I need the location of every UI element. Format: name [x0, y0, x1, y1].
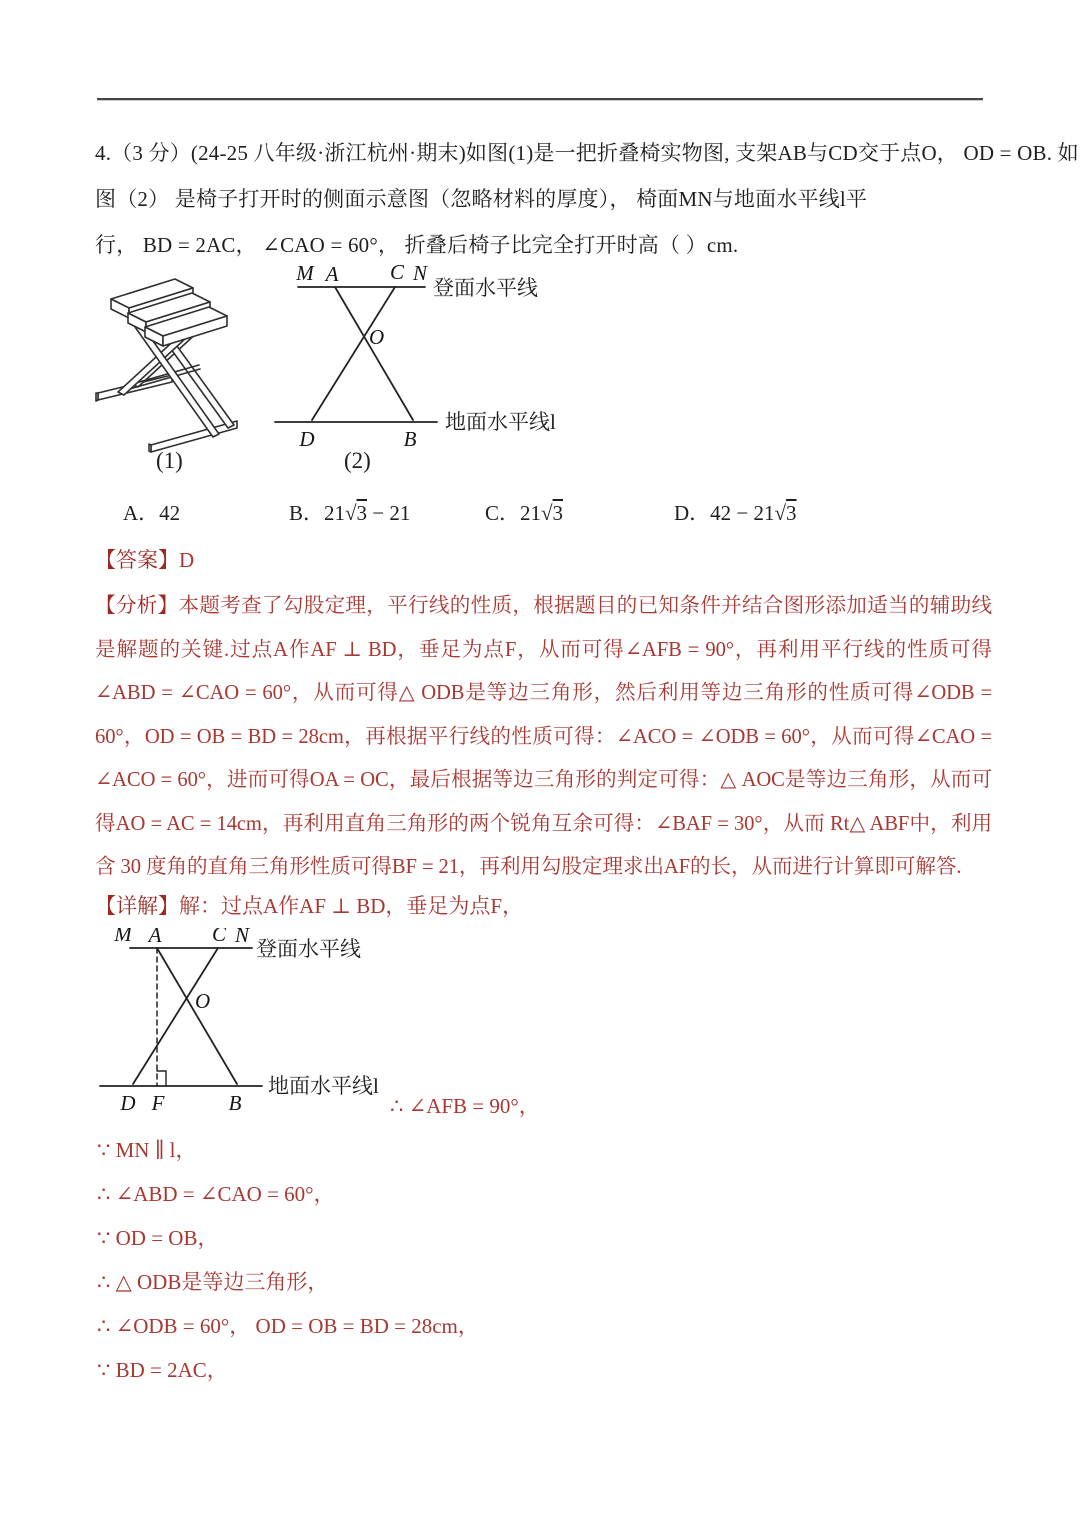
line-AB	[335, 287, 413, 420]
analysis-text: 本题考查了勾股定理，平行线的性质，根据题目的已知条件并结合图形添加适当的辅助线是解题的关键.过点A作AF ⊥ BD，垂足为点F，从而可得∠AFB = 90°，再利用平行线的性质可得∠ABD = ∠CAO = 60°，从而可得△ ODB是等边三角形，然后利用等边三角形的性质可得∠ODB = 60°，OD = OB = BD = 28cm，再根据平行线的性质可得：∠ACO = ∠ODB = 60°，从而可得∠CAO = ∠ACO = 60°，进而可得OA = OC，最后根据等边三角形的判定可得：△ AOC是等边三角形，从而可得AO = AC = 14cm，再利用直角三角形的两个锐角互余可得：∠BAF = 30°，从而 Rt△ ABF中，利用含 30 度角的直角三角形性质可得BF = 21，再利用勾股定理求出AF的长，从而进行计算即可解答.	[95, 595, 992, 878]
right-angle-mark	[157, 1071, 166, 1086]
problem-line-3: 行， BD = 2AC， ∠CAO = 60°， 折叠后椅子比完全打开时高（ ）cm.	[95, 233, 739, 257]
point-A: A	[325, 262, 339, 286]
proof-step: ∵ MN ∥ l，	[97, 1138, 197, 1162]
proof-step: ∵ BD = 2AC，	[97, 1358, 228, 1382]
detail-tag: 【详解】	[95, 894, 179, 918]
option-A-letter: A．	[123, 501, 160, 525]
figure2-caption: (2)	[344, 448, 371, 473]
problem-line-1: 4.（3 分）(24-25 八年级·浙江杭州·期末)如图(1)是一把折叠椅实物图, 支架AB与CD交于点O， OD = OB. 如	[95, 141, 1079, 165]
header-divider	[97, 98, 983, 101]
line-AB	[157, 948, 237, 1084]
analysis-tag: 【分析】	[95, 595, 179, 617]
seat-line-label: 登面水平线	[256, 937, 361, 961]
option-D-letter: D．	[674, 501, 711, 525]
figure3-note: ∴ ∠AFB = 90°，	[390, 1094, 540, 1118]
answer-tag: 【答案】	[95, 548, 179, 572]
detail-text: 解：过点A作AF ⊥ BD，垂足为点F，	[179, 894, 524, 918]
ground-line-label: 地面水平线l	[445, 410, 556, 434]
point-N: N	[234, 928, 250, 947]
option-A: A．42	[123, 501, 181, 525]
point-B: B	[228, 1091, 242, 1115]
point-B: B	[403, 427, 417, 451]
analysis-paragraph	[95, 585, 992, 890]
detail-line	[95, 890, 523, 920]
ground-line-label: 地面水平线l	[268, 1074, 379, 1098]
option-B-letter: B．	[289, 501, 325, 525]
point-C: C	[389, 260, 405, 284]
point-M: M	[296, 261, 314, 285]
point-A: A	[148, 928, 162, 947]
line-CD	[133, 948, 218, 1084]
seat-line-label: 登面水平线	[433, 276, 538, 300]
line-CD	[312, 287, 395, 420]
chair-seat	[111, 279, 227, 346]
option-D: D．42 − 21√3	[674, 501, 797, 525]
point-N: N	[412, 261, 428, 285]
geometry-figure-2	[268, 258, 568, 453]
point-O: O	[195, 989, 211, 1013]
geometry-figure-3	[95, 928, 395, 1118]
proof-step: ∴ △ ODB是等边三角形，	[97, 1270, 329, 1294]
point-O: O	[369, 325, 385, 349]
figure1-caption: (1)	[156, 448, 183, 473]
point-C: C	[211, 928, 227, 946]
point-D: D	[120, 1091, 136, 1115]
proof-step: ∵ OD = OB，	[97, 1226, 219, 1250]
problem-line-2: 图（2） 是椅子打开时的侧面示意图（忽略材料的厚度）， 椅面MN与地面水平线l平	[95, 187, 868, 211]
proof-step: ∴ ∠ODB = 60°， OD = OB = BD = 28cm，	[97, 1314, 479, 1338]
answer-line	[95, 544, 194, 574]
point-D: D	[299, 427, 315, 451]
option-C-letter: C．	[485, 501, 521, 525]
option-C: C．21√3	[485, 501, 564, 525]
point-M: M	[114, 928, 132, 946]
proof-steps	[97, 1128, 479, 1392]
proof-step: ∴ ∠ABD = ∠CAO = 60°，	[97, 1182, 335, 1206]
folding-chair-figure	[95, 272, 255, 460]
answer-value: D	[179, 548, 195, 572]
point-F: F	[151, 1091, 165, 1115]
option-B: B．21√3 − 21	[289, 501, 411, 525]
